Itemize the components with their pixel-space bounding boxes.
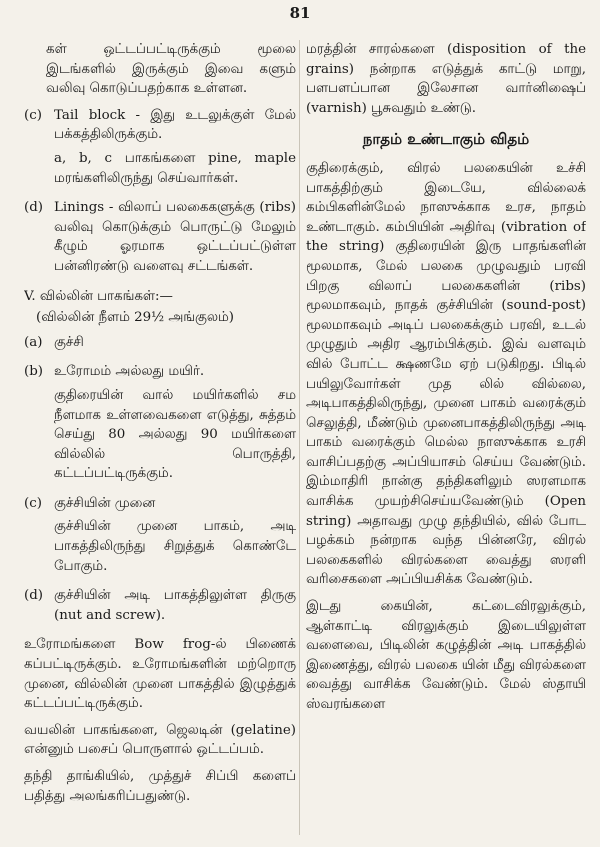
item-d-marker: (d) xyxy=(24,200,44,216)
item-c xyxy=(24,106,296,192)
section-v-title: V. வில்லின் பாகங்கள்:— xyxy=(24,288,173,304)
page-number: 81 xyxy=(289,4,311,22)
sub-item-c xyxy=(24,494,296,580)
item-c-marker: (c) xyxy=(24,107,42,123)
right-column xyxy=(306,40,586,840)
sub-item-d-marker: (d) xyxy=(24,588,44,604)
sub-item-b-text: குதிரையின் வால் மயிர்களில் சம நீளமாக உள்ளவைகளை எடுத்து, சுத்தம் செய்து 80 அல்லது 90 மயிர்களை வில்லில் பொருத்தி, கட்டப்பட்டிருக்கும். xyxy=(54,387,296,482)
string-holder-paragraph: தந்தி தாங்கியில், முத்துச் சிப்பி களைப் பதித்து அலங்கரிப்பதுண்டு. xyxy=(24,769,296,804)
item-c-text: Tail block - இது உடலுக்குள் மேல் பக்கத்திலிருக்கும். xyxy=(54,107,296,143)
item-d-text: Linings - விலாப் பலகைகளுக்கு (ribs) வலிவு கொடுக்கும் பொருட்டு மேலும் கீழும் ஓரமாக ஒட்டப்பட்டுள்ள பன்னிரண்டு வளைவு சட்டங்கள். xyxy=(54,200,296,274)
column-divider xyxy=(299,40,300,835)
sub-item-a-text: குச்சி xyxy=(54,334,84,350)
sound-paragraph-2: இடது கையின், கட்டைவிரலுக்கும், ஆள்காட்டி விரலுக்கும் இடையிலுள்ள வளைவை, பிடிலின் கழுத்தின் அடி பாகத்தில் இணைத்து, விரல் பலகை யின் மீது விரல்களை வைத்து வாசிக்க வேண்டும். மேல் ஸ்தாயி ஸ்வரங்களை xyxy=(306,599,586,712)
sub-item-c-text: குச்சியின் முனை பாகம், அடி பாகத்திலிருந்து சிறுத்துக் கொண்டே போகும். xyxy=(54,519,296,574)
sound-paragraph-1: குதிரைக்கும், விரல் பலகையின் உச்சி பாகத்திற்கும் இடையே, வில்லைக் கம்பிகளின்மேல் நாஸுக்காக உரச, நாதம் உண்டாகும். கம்பியின் அதிர்வு (vibration of the string) குதிரையின் இரு பாதங்களின் மூலமாக, மேல் பலகை முழுவதும் பரவி பிறகு விலாப் பலகைகளின் (ribs) மூலமாகவும், நாதக் குச்சியின் (sound-post) மூலமாகவும் அடிப் பலகைக்கும் பரவி, உடல் முழுதும் அதிர ஆரம்பிக்கும். இவ் வளவும் வில் போட்ட க்ஷணமே ஏற் படுகிறது. பிடில் பயிலுவோர்கள் முத லில் வில்லை, அடிபாகத்திலிருந்து, முனை பாகம் வரைக்கும் செலுத்தி, மீண்டும் முனைபாகத்திலிருந்து அடி பாகம் வரைக்கும் மெல்ல நாஸுக்காக உரசி வாசிப்பதற்கு அப்பியாசம் செய்ய வேண்டும். இம்மாதிரி நான்கு தந்திகளிலும் ஸரளமாக வாசிக்க முயற்சிசெய்யவேண்டும் (Open string) அதாவது முழு தந்தியில், வில் போட பழக்கம் நன்றாக வந்த பின்னரே, விரல் பலகைகளில் விரல்களை வைத்து ஸரளி வரிசைகளை அப்பியசிக்க வேண்டும். xyxy=(306,160,586,588)
sub-item-b xyxy=(24,362,296,488)
right-intro-paragraph: மரத்தின் சாரல்களை (disposition of the grains) நன்றாக எடுத்துக் காட்டு மாறு, பளபளப்பான இலேசான வார்னிஷைப் (varnish) பூசுவதும் உண்டு. xyxy=(306,42,586,116)
bow-paragraph: உரோமங்களை Bow frog-ல் பிணைக் கப்பட்டிருக்கும். உரோமங்களின் மற்றொரு முனை, வில்லின் முனை பாகத்தில் இழுத்துக் கட்டப்பட்டிருக்கும். xyxy=(24,637,296,712)
sub-item-b-title: உரோமம் அல்லது மயிர். xyxy=(54,364,205,380)
sub-item-a xyxy=(24,333,296,357)
sub-item-c-title: குச்சியின் முனை xyxy=(54,495,156,511)
sub-item-b-marker: (b) xyxy=(24,364,44,380)
sub-item-c-marker: (c) xyxy=(24,495,42,511)
item-c-subtext: a, b, c பாகங்களை pine, maple மரங்களிலிருந்து செய்வார்கள். xyxy=(54,150,296,186)
item-d xyxy=(24,198,296,280)
sub-item-d xyxy=(24,586,296,629)
sub-item-d-text: குச்சியின் அடி பாகத்திலுள்ள திருகு (nut and screw). xyxy=(54,588,296,623)
section-heading: நாதம் உண்டாகும் விதம் xyxy=(362,130,530,149)
left-intro-paragraph: கள் ஒட்டப்பட்டிருக்கும் மூலை இடங்களில் இருக்கும் இவை களும் வலிவு கொடுப்பதற்காக உள்ளன. xyxy=(46,42,296,97)
left-column xyxy=(24,40,296,840)
sub-item-a-marker: (a) xyxy=(24,334,43,350)
gelatine-paragraph: வயலின் பாகங்களை, ஜெலடின் (gelatine) என்னும் பசைப் பொருளால் ஒட்டப்பம். xyxy=(24,722,296,758)
section-v-note: (வில்லின் நீளம் 29½ அங்குலம்) xyxy=(36,310,234,326)
